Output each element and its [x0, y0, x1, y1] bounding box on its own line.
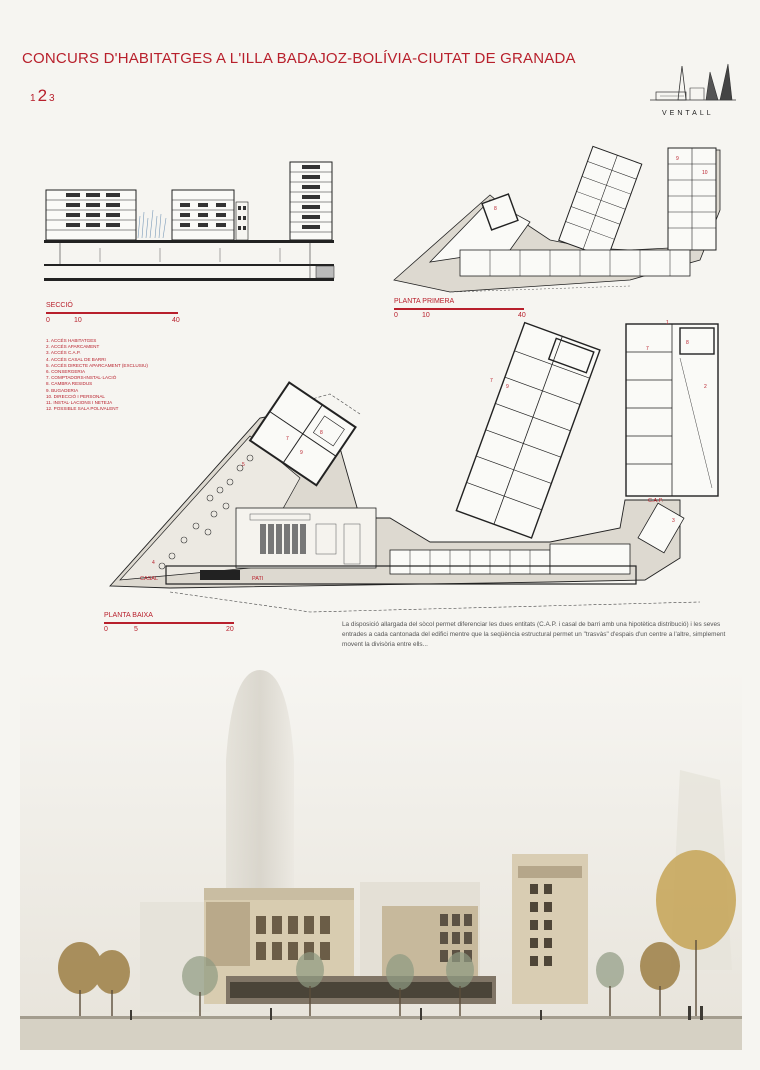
ground-floor-plan: [100, 318, 730, 618]
legend-item: 10. DIRECCIÓ I PERSONAL: [46, 393, 105, 399]
page-number-current: 2: [37, 86, 48, 105]
ground-room-5: 5: [242, 462, 245, 468]
plan1-room-8: 8: [494, 206, 497, 212]
section-label: SECCIÓ: [46, 302, 73, 309]
legend-item: 7. COMPTADORS-INSTAL·LACIÓ: [46, 375, 117, 381]
section-scale-bar: [46, 312, 178, 314]
pati-label: PATI: [252, 576, 264, 582]
ground-room-9b: 9: [506, 384, 509, 390]
ground-floor-scale-20: 20: [226, 626, 234, 633]
first-floor-scale-40: 40: [518, 312, 526, 319]
page-number-prev[interactable]: 1: [30, 93, 36, 104]
legend-item: 12. POSSIBLE SALA POLIVALENT: [46, 406, 119, 412]
legend-item: 9. BUGADERIA: [46, 387, 79, 393]
legend-item: 6. CONSERGERIA: [46, 369, 86, 375]
ground-floor-scale-5: 5: [134, 626, 138, 633]
ground-room-7b: 7: [490, 378, 493, 384]
plan1-room-9: 9: [676, 156, 679, 162]
legend-item: 2. ACCÉS APARCAMENT: [46, 344, 100, 350]
first-floor-label: PLANTA PRIMERA: [394, 298, 455, 305]
ground-room-7a: 7: [286, 436, 289, 442]
section-scale-40: 40: [172, 317, 180, 324]
first-floor-scale-10: 10: [422, 312, 430, 319]
page-indicator: [30, 86, 55, 106]
plan1-room-10: 10: [702, 170, 708, 176]
section-scale-0: 0: [46, 317, 50, 324]
legend-item: 1. ACCÉS HABITATGES: [46, 338, 97, 343]
section-drawing: [40, 158, 340, 288]
ground-floor-scale-bar: [104, 622, 234, 624]
ground-floor-label: PLANTA BAIXA: [104, 612, 153, 619]
legend-item: 5. ACCÉS DIRECTE APARCAMENT (EXCLUSIU): [46, 362, 148, 368]
legend-item: 8. CAMBRA RESIDUS: [46, 381, 93, 387]
page-title: CONCURS D'HABITATGES A L'ILLA BADAJOZ-BOLÍVIA-CIUTAT DE GRANADA: [22, 50, 576, 67]
logo-wordmark: VENTALL: [662, 110, 714, 117]
ground-room-7c: 7: [646, 346, 649, 352]
first-floor-scale-0: 0: [394, 312, 398, 319]
cap-label: C.A.P.: [648, 498, 664, 504]
legend-item: 4. ACCÉS CASAL DE BARRI: [46, 356, 106, 362]
first-floor-plan: [390, 140, 730, 300]
legend-item: 3. ACCÉS C.A.P.: [46, 350, 81, 356]
ground-room-4: 4: [152, 560, 155, 566]
ground-floor-scale-0: 0: [104, 626, 108, 633]
ground-room-2: 2: [704, 384, 707, 390]
ground-room-8b: 8: [686, 340, 689, 346]
description-text: La disposició allargada del sòcol permet diferenciar les dues entitats (C.A.P. i casal de barri amb una hipotètica distribució) i les seves entrades a cada cantonada del edifici mentre que la seqüència estructural permet un "trasvàs" d'espais d'un centre a l'altre, simplement movent la divisòria entre ells...: [342, 621, 726, 648]
ground-room-9a: 9: [300, 450, 303, 456]
ground-room-8: 8: [320, 430, 323, 436]
street-rendering: [20, 670, 742, 1050]
ground-room-1: 1: [666, 320, 669, 326]
ground-room-3: 3: [672, 518, 675, 524]
casal-label: CASAL: [140, 576, 159, 582]
first-floor-scale-bar: [394, 308, 524, 310]
page-number-next[interactable]: 3: [49, 93, 55, 104]
legend-item: 11. INSTAL·LACIONS I NETEJA: [46, 400, 113, 406]
section-scale-10: 10: [74, 317, 82, 324]
